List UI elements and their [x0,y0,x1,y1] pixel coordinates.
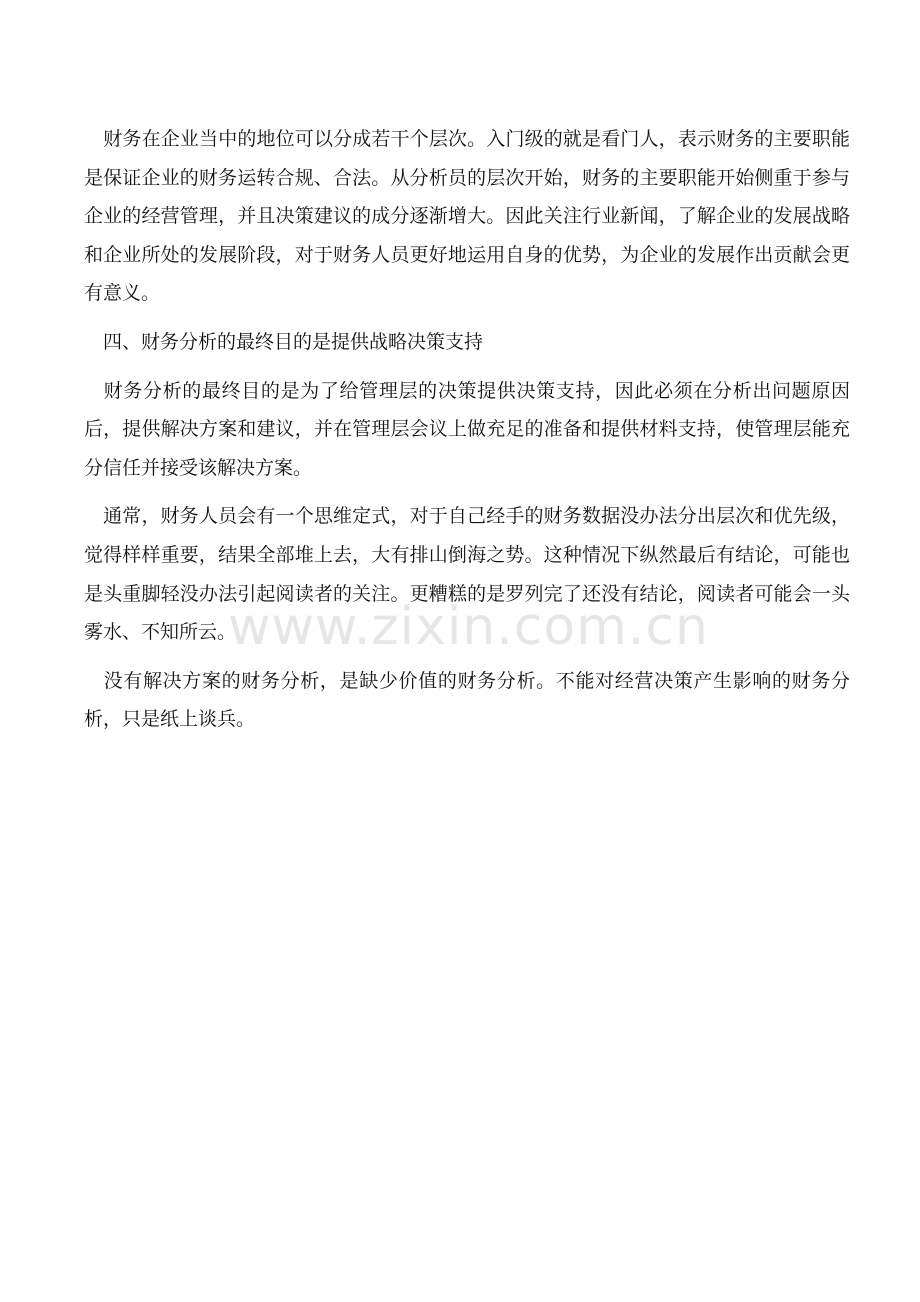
paragraph-conclusion [84,662,850,739]
paragraph-financial-role [84,120,850,313]
paragraph-text: 财务在企业当中的地位可以分成若干个层次。入门级的就是看门人，表示财务的主要职能是保证企业的财务运转合规、合法。从分析员的层次开始，财务的主要职能开始侧重于参与企业的经营管理，并且决策建议的成分逐渐增大。因此关注行业新闻，了解企业的发展战略和企业所处的发展阶段，对于财务人员更好地运用自身的优势，为企业的发展作出贡献会更有意义。 [84,128,850,305]
paragraph-text: 通常，财务人员会有一个思维定式，对于自己经手的财务数据没办法分出层次和优先级，觉得样样重要，结果全部堆上去，大有排山倒海之势。这种情况下纵然最后有结论，可能也是头重脚轻没办法引起阅读者的关注。更糟糕的是罗列完了还没有结论，阅读者可能会一头雾水、不知所云。 [84,505,850,644]
paragraph-text: 财务分析的最终目的是为了给管理层的决策提供决策支持，因此必须在分析出问题原因后，提供解决方案和建议，并在管理层会议上做充足的准备和提供材料支持，使管理层能充分信任并接受该解决方案。 [84,379,850,479]
watermark: www.zixin.com.cn [228,597,709,657]
document-body [84,120,850,749]
section-heading [84,323,850,362]
paragraph-decision-support [84,372,850,488]
paragraph-text: 没有解决方案的财务分析，是缺少价值的财务分析。不能对经营决策产生影响的财务分析，只是纸上谈兵。 [84,669,850,731]
paragraph-mindset [84,497,850,651]
heading-text: 四、财务分析的最终目的是提供战略决策支持 [84,330,484,353]
